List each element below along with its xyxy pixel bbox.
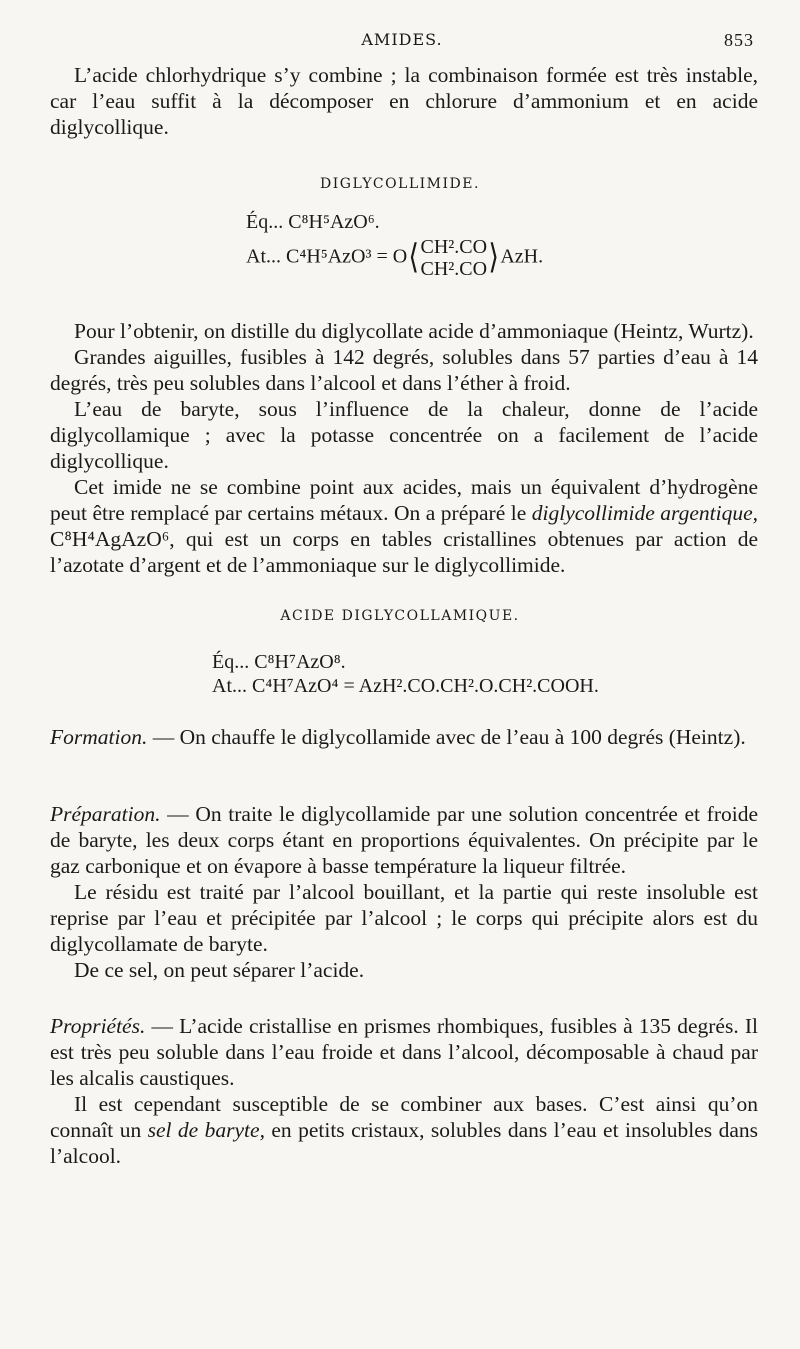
formula-eq-diglycollimide: [246, 210, 380, 234]
formula-at-diglycollimide: [246, 236, 543, 280]
formula-eq-diglycollamique: Éq... C⁸H⁷AzO⁸.: [212, 651, 346, 673]
section-heading-diglycollamique: ACIDE DIGLYCOLLAMIQUE.: [280, 608, 520, 624]
paragraph-sel-de-baryte: Il est cependant susceptible de se combiner aux bases. C’est ainsi qu’on connaît un sel de baryte, en petits cristaux, solubles dans l’eau et insolubles dans l’alcool.: [50, 1092, 759, 1168]
section-heading-diglycollimide: DIGLYCOLLIMIDE.: [320, 176, 480, 192]
preparation-block: [50, 801, 758, 983]
italic-term: diglycollimide argentique,: [531, 501, 758, 525]
properties-block: [50, 1013, 758, 1169]
diglycollimide-text: [50, 318, 758, 578]
eq-formula: C⁸H⁵AzO⁶.: [288, 211, 380, 233]
properties-paragraph: Propriétés. — L’acide cristallise en prismes rhombiques, fusibles à 135 degrés. Il est très peu soluble dans l’eau froide et dans l’alcool, décomposable à chaud par les alcalis caustiques.: [50, 1014, 758, 1090]
running-header: [50, 30, 754, 54]
paragraph-argentique: Cet imide ne se combine point aux acides, mais un équivalent d’hydrogène peut être remplacé par certains métaux. On a préparé le diglycollimide argentique, C⁸H⁴AgAzO⁶, qui est un corps en tables cristallines obtenues par action de l’azotate d’argent et de l’ammoniaque sur le diglycollimide.: [50, 475, 758, 577]
at-label: At...: [246, 245, 281, 268]
at-tail: AzH.: [500, 245, 544, 268]
stack-top: CH².CO: [420, 236, 488, 258]
paragraph: De ce sel, on peut séparer l’acide.: [74, 958, 365, 982]
italic-term: sel de baryte,: [147, 1118, 265, 1142]
open-bracket: ⟨: [408, 239, 420, 276]
intro-paragraph-block: [50, 62, 758, 140]
preparation-paragraph: Préparation. — On traite le diglycollamide par une solution concentrée et froide de baryte, les deux corps étant en proportions équivalentes. On précipite par le gaz carbonique et on évapore à basse température la liqueur filtrée.: [50, 802, 758, 878]
paragraph: Pour l’obtenir, on distille du diglycollate acide d’ammoniaque (Heintz, Wurtz).: [74, 319, 754, 343]
paragraph: L’eau de baryte, sous l’influence de la chaleur, donne de l’acide diglycollamique ; avec la potasse concentrée on a facilement de l’acide diglycollique.: [50, 397, 758, 473]
formation-block: [50, 724, 758, 750]
properties-label: Propriétés.: [50, 1014, 146, 1038]
close-bracket: ⟩: [488, 239, 499, 276]
paragraph: Le résidu est traité par l’alcool bouillant, et la partie qui reste insoluble est reprise par l’eau et précipitée par l’alcool ; le corps qui précipite alors est du diglycollamate de baryte.: [50, 880, 758, 956]
formula-at-diglycollamique: At... C⁴H⁷AzO⁴ = AzH².CO.CH².O.CH².COOH.: [212, 675, 599, 697]
at-formula: C⁴H⁵AzO³ = O: [286, 245, 408, 268]
formation-paragraph: Formation. — On chauffe le diglycollamide avec de l’eau à 100 degrés (Heintz).: [50, 725, 746, 749]
intro-paragraph: L’acide chlorhydrique s’y combine ; la combinaison formée est très instable, car l’eau suffit à la décomposer en chlorure d’ammonium et en acide diglycollique.: [50, 63, 758, 139]
paragraph: Grandes aiguilles, fusibles à 142 degrés, solubles dans 57 parties d’eau à 14 degrés, très peu solubles dans l’alcool et dans l’éther à froid.: [50, 345, 758, 395]
page-number: 853: [724, 30, 754, 50]
formation-label: Formation.: [50, 725, 148, 749]
structure-stack: [420, 236, 487, 280]
preparation-label: Préparation.: [50, 802, 161, 826]
eq-label: Éq...: [246, 211, 284, 233]
running-title: AMIDES.: [361, 30, 443, 49]
stack-bottom: CH².CO: [420, 258, 488, 280]
